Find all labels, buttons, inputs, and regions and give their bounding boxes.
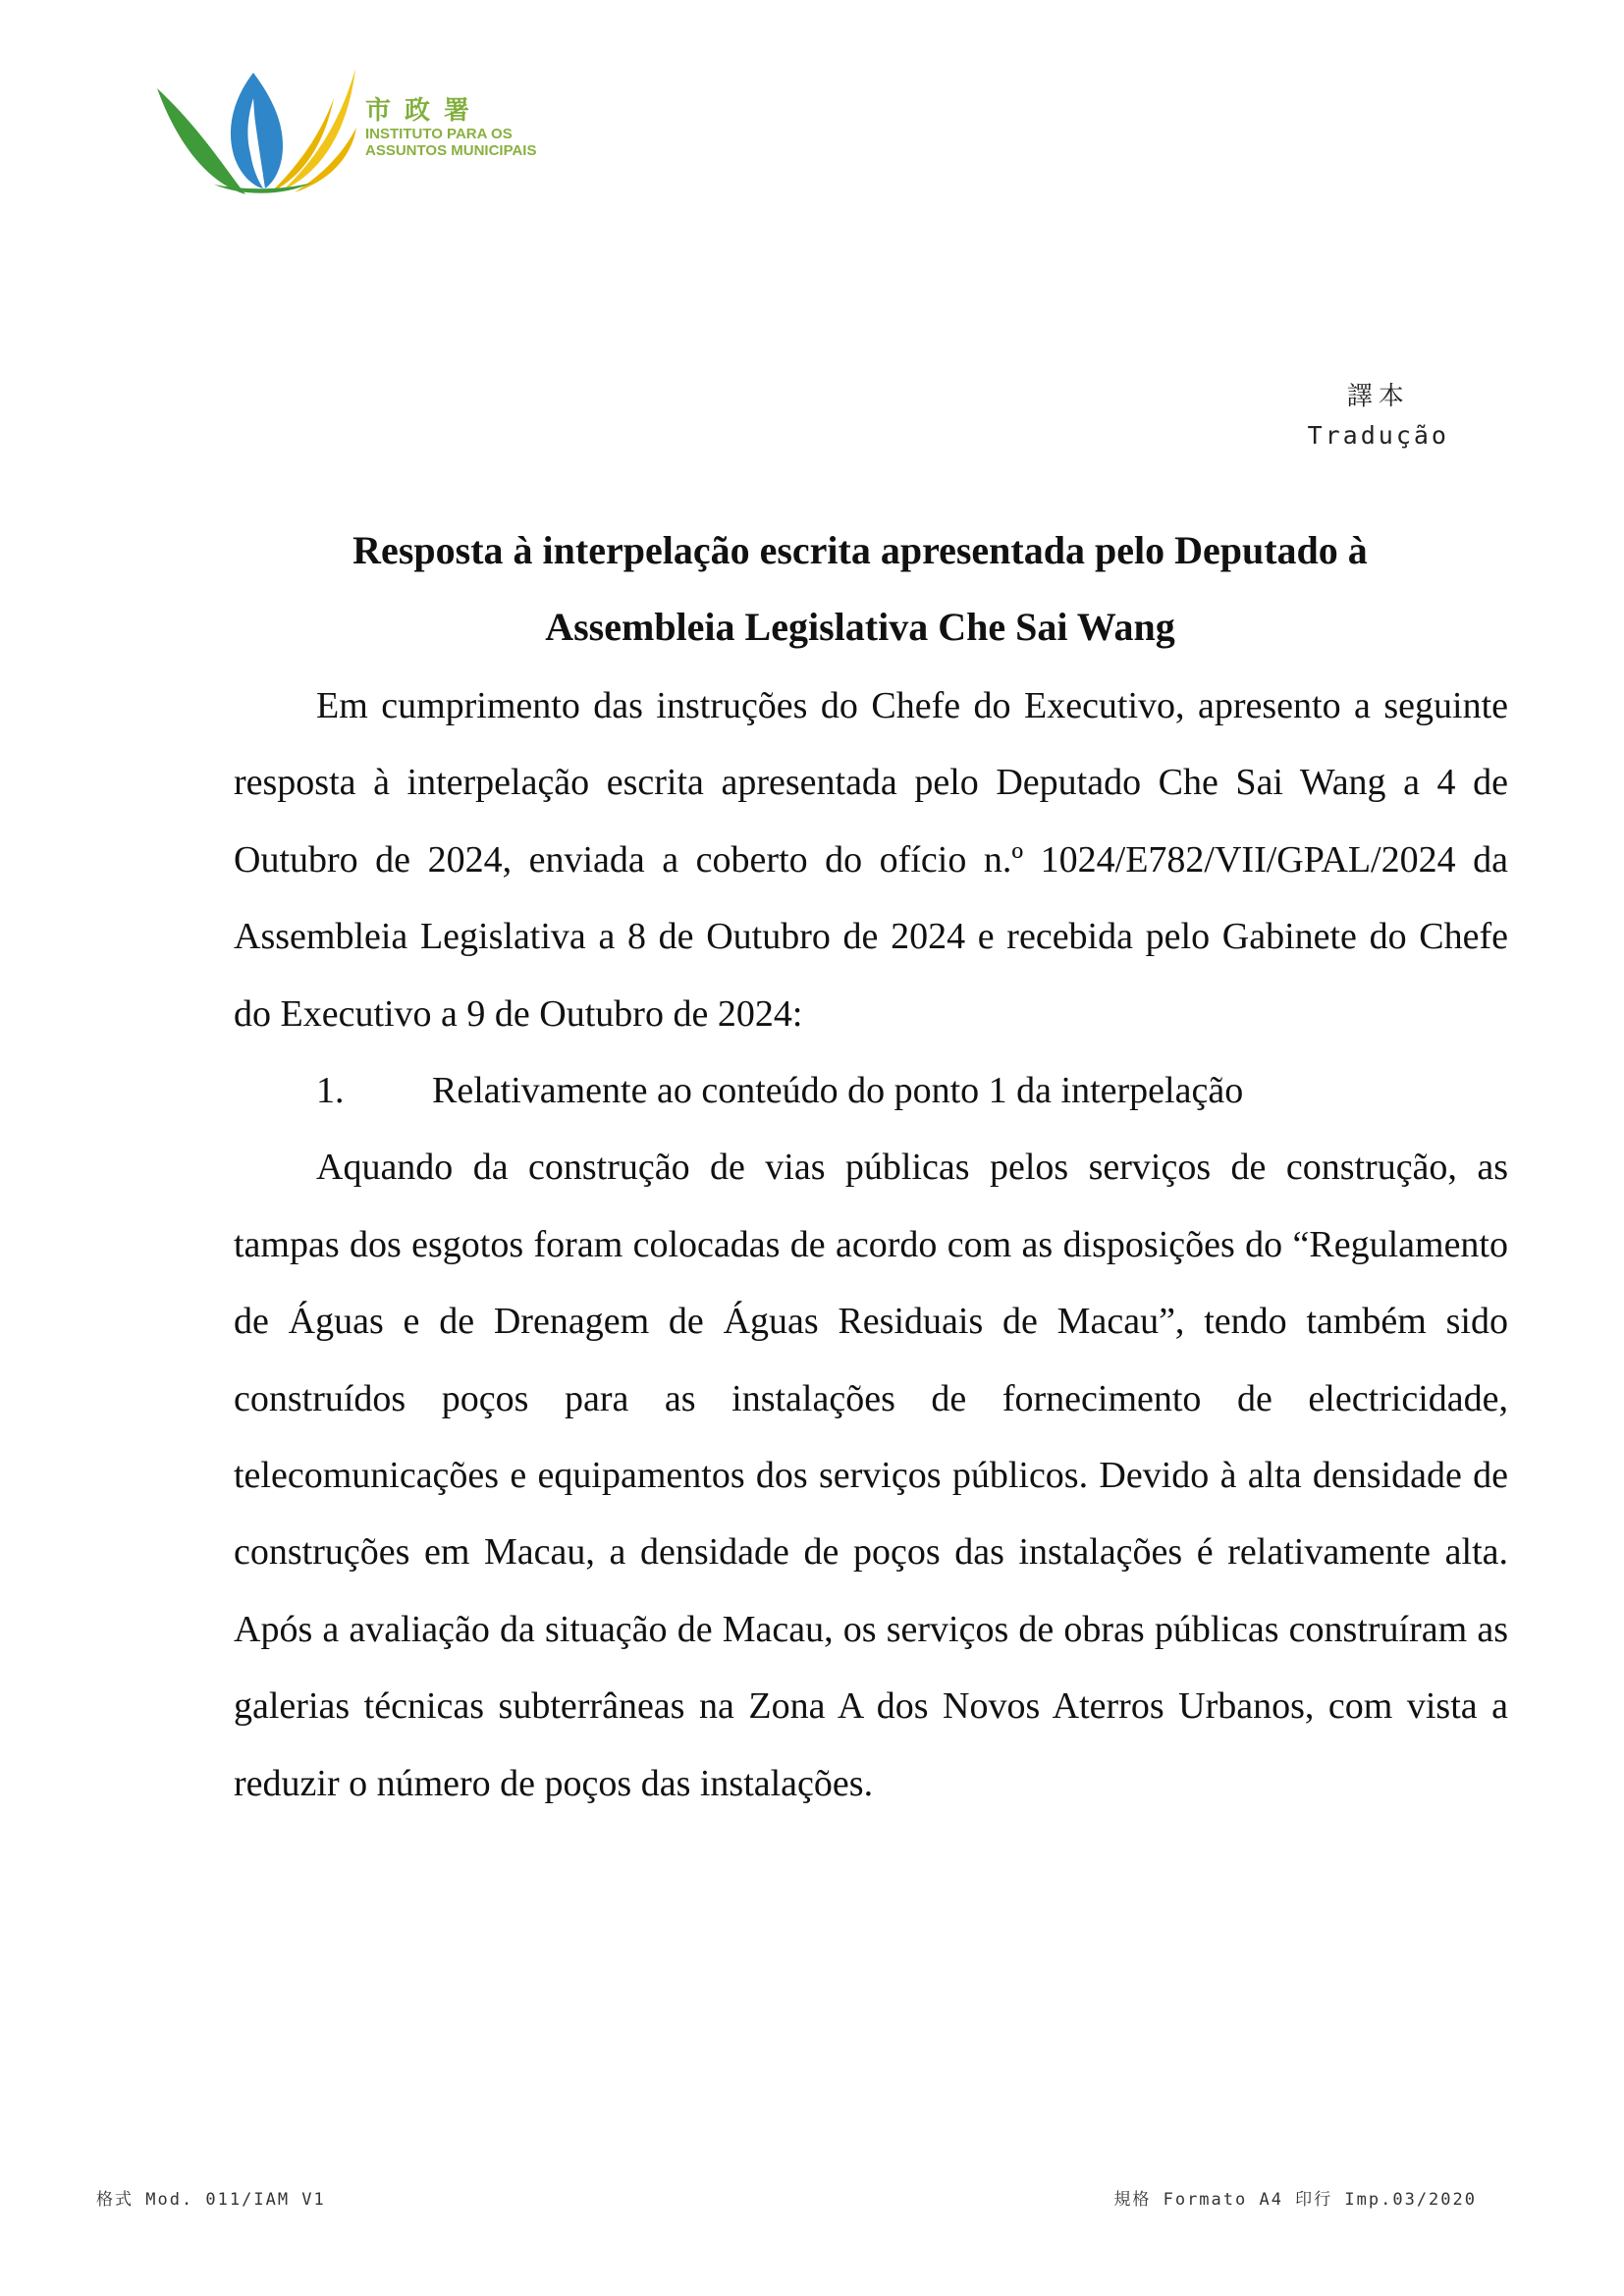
title-line-1: Resposta à interpelação escrita apresentada pelo Deputado à [352, 528, 1368, 572]
title-line-2: Assembleia Legislativa Che Sai Wang [545, 605, 1175, 649]
institution-logo [155, 59, 568, 196]
translation-label [1308, 377, 1449, 455]
logo-text [365, 96, 536, 159]
logo-name-line-2: ASSUNTOS MUNICIPAIS [365, 142, 537, 159]
document-body [234, 667, 1508, 1822]
translation-label-portuguese: Tradução [1307, 421, 1449, 450]
point-1-heading-text: Relativamente ao conteúdo do ponto 1 da interpelação [432, 1070, 1244, 1112]
document-title [234, 512, 1487, 666]
logo-chinese-name: 市政署 [365, 96, 484, 126]
point-1-paragraph: Aquando da construção de vias públicas pelos serviços de construção, as tampas dos esgotos foram colocadas de acordo com as disposições do “Regulamento de Águas e de Drenagem de Águas Residuais de Macau”, tendo também sido construídos poços para as instalações de fornecimento de electricidade, telecomunicações e equipamentos dos serviços públicos. Devido à alta densidade de construções em Macau, a densidade de poços das instalações é relativamente alta. Após a avaliação da situação de Macau, os serviços de obras públicas construíram as galerias técnicas subterrâneas na Zona A dos Novos Aterros Urbanos, com vista a reduzir o número de poços das instalações. [234, 1147, 1508, 1804]
footer-form-code: 格式 Mod. 011/IAM V1 [96, 2190, 326, 2210]
logo-name-line-1: INSTITUTO PARA OS [365, 126, 513, 142]
footer-print-info: 規格 Formato A4 印行 Imp.03/2020 [1113, 2190, 1477, 2210]
intro-paragraph: Em cumprimento das instruções do Chefe do Executivo, apresento a seguinte resposta à interpelação escrita apresentada pelo Deputado Che Sai Wang a 4 de Outubro de 2024, enviada a coberto do ofício n.º 1024/E782/VII/GPAL/2024 da Assembleia Legislativa a 8 de Outubro de 2024 e recebida pelo Gabinete do Chefe do Executivo a 9 de Outubro de 2024: [234, 685, 1508, 1035]
translation-label-chinese: 譯本 [1346, 382, 1410, 411]
point-1-heading [234, 1052, 1508, 1129]
point-1-number: 1. [316, 1070, 345, 1112]
iam-lotus-logo-icon [155, 59, 356, 196]
